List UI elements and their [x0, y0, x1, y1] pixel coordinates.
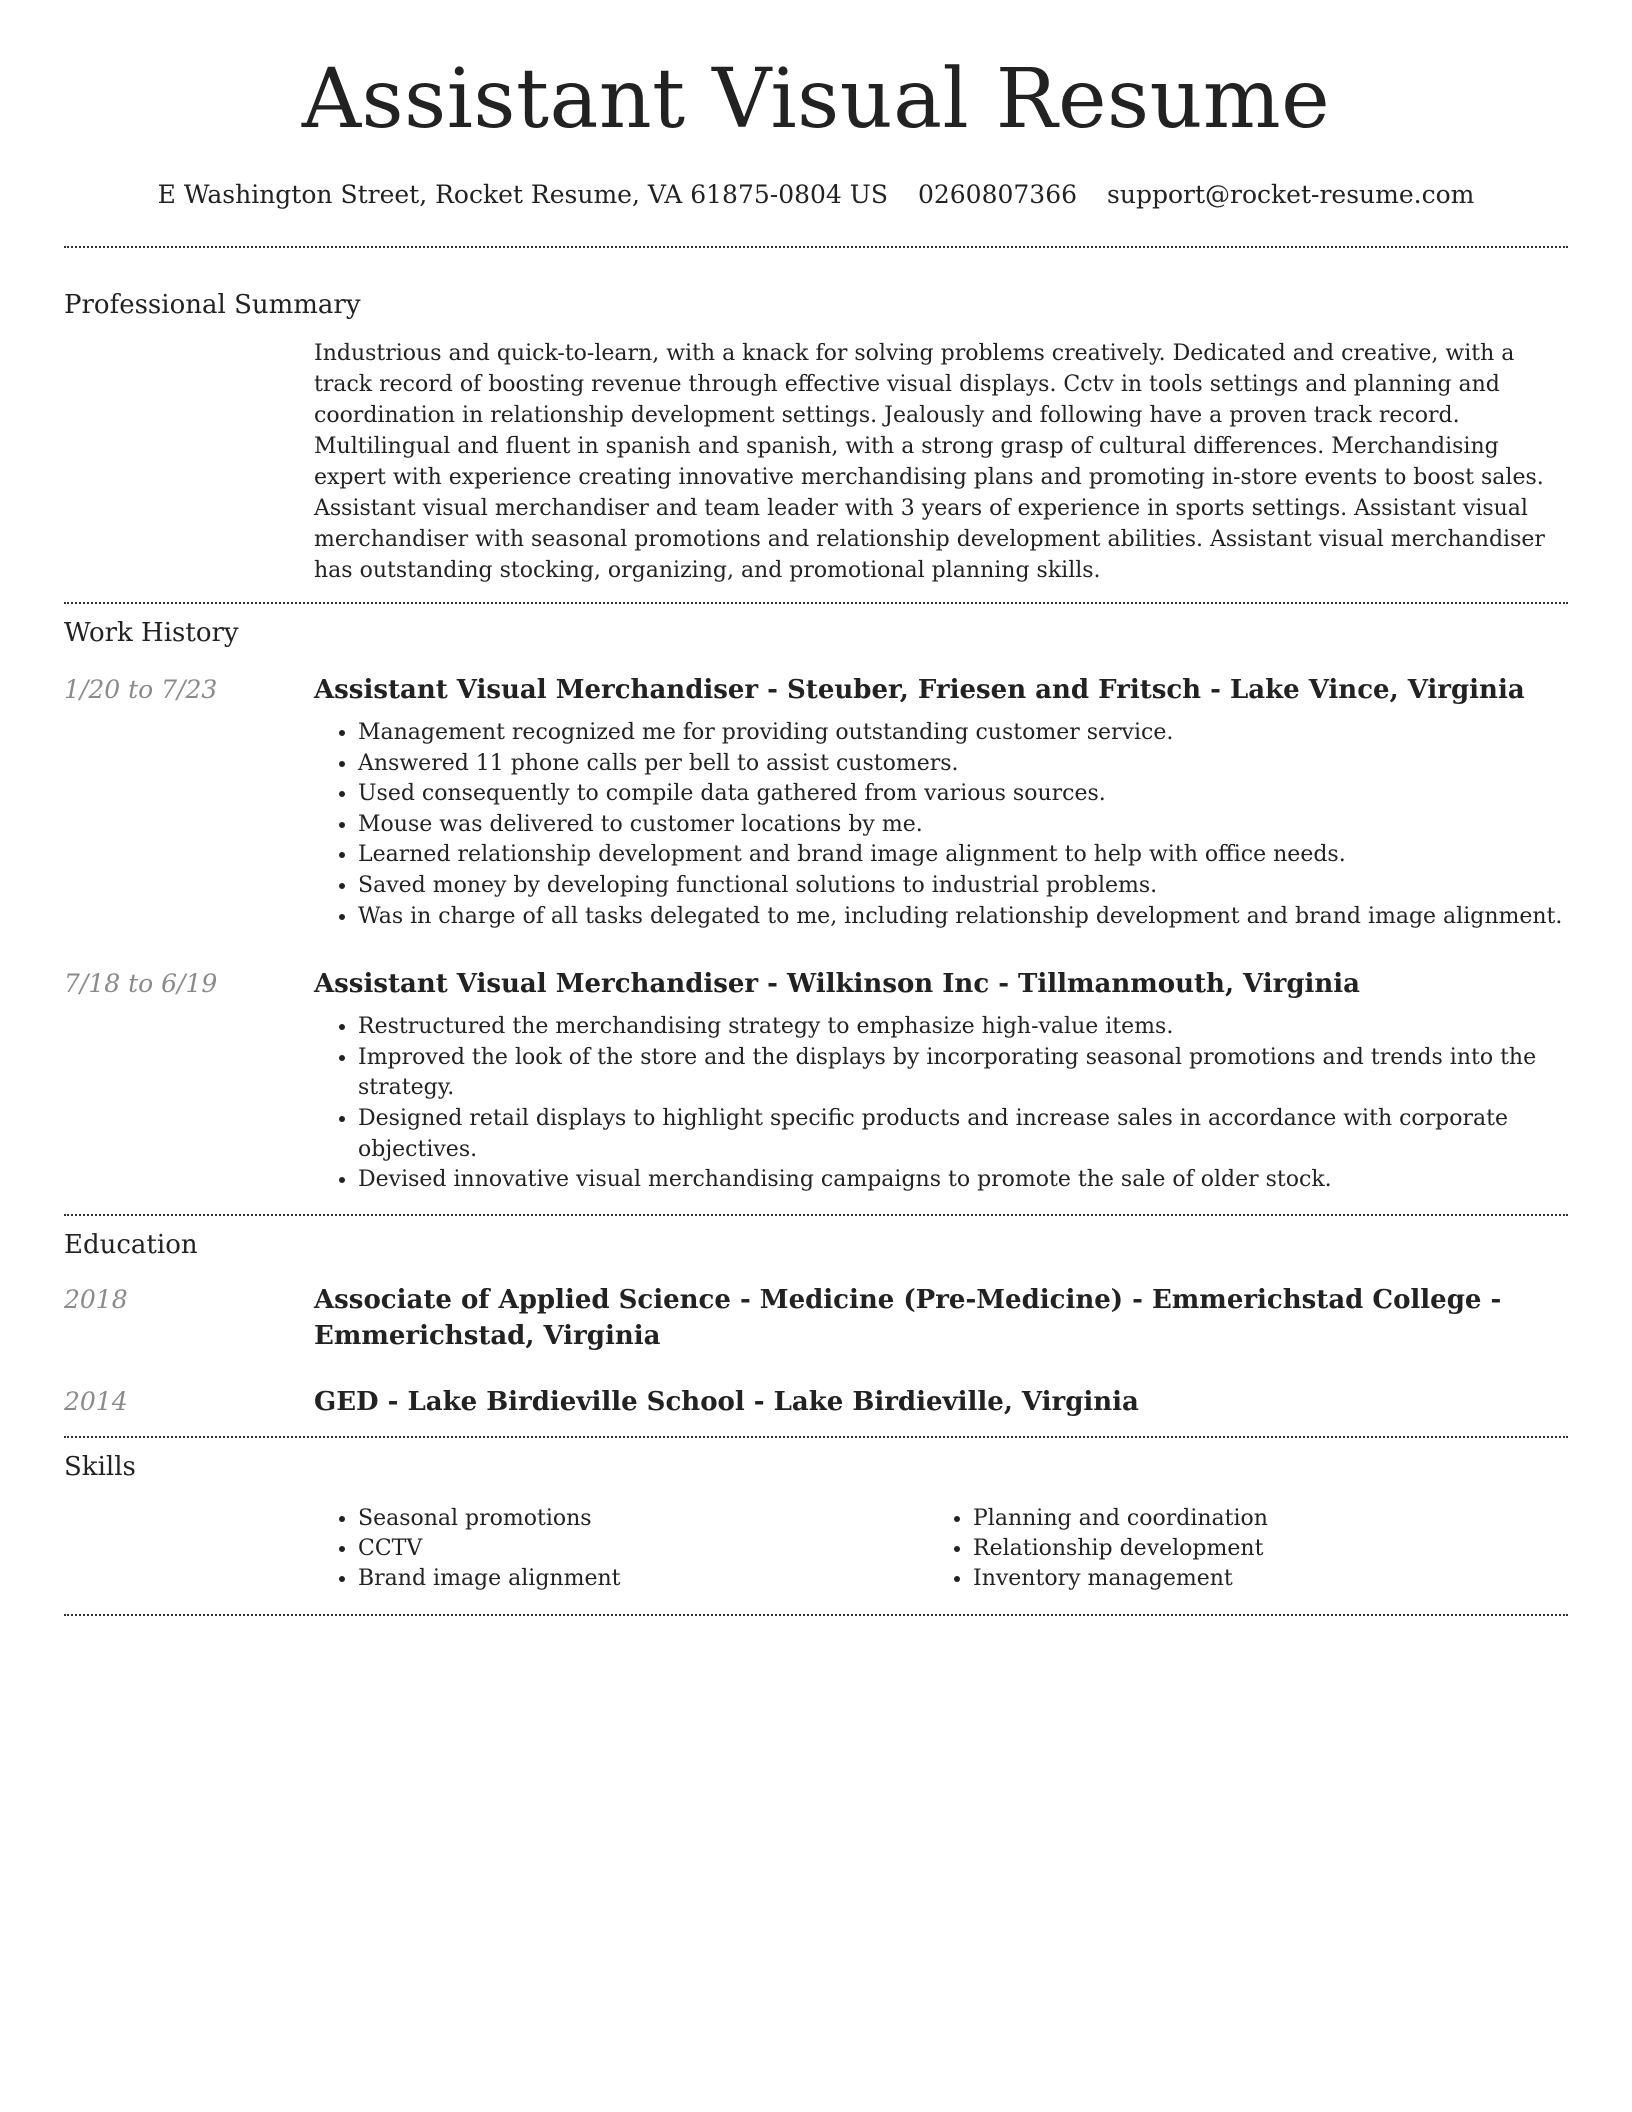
job-bullet: • Saved money by developing functional solutions to industrial problems. — [358, 871, 1568, 902]
contact-email: support@rocket-resume.com — [1107, 180, 1475, 209]
skills-list-right — [929, 1504, 1544, 1594]
contact-address: E Washington Street, Rocket Resume, VA 61875-0804 US — [157, 180, 888, 209]
job-entry — [64, 966, 1568, 1214]
section-title-education: Education — [64, 1229, 198, 1260]
skill-item: • Inventory management — [973, 1564, 1544, 1594]
skill-item: • Planning and coordination — [973, 1504, 1544, 1534]
contact-phone: 0260807366 — [917, 180, 1078, 209]
job-heading: Assistant Visual Merchandiser - Steuber, Friesen and Fritsch - Lake Vince, Virginia — [314, 675, 1525, 705]
job-bullet: • Mouse was delivered to customer locations by me. — [358, 810, 1568, 841]
job-heading: Assistant Visual Merchandiser - Wilkinson Inc - Tillmanmouth, Virginia — [314, 969, 1361, 1000]
resume-name: Assistant Visual Resume — [301, 52, 1331, 147]
summary-body — [314, 338, 1568, 586]
skills-row — [64, 1504, 1568, 1614]
professional-summary-section — [64, 248, 1568, 602]
education-body — [314, 1282, 1568, 1354]
section-divider — [64, 1614, 1568, 1616]
education-year: 2014 — [64, 1386, 128, 1416]
work-history-section — [64, 604, 1568, 1214]
skill-item: • Brand image alignment — [358, 1564, 929, 1594]
job-body — [314, 672, 1568, 932]
job-body — [314, 966, 1568, 1196]
job-dates: 1/20 to 7/23 — [64, 675, 218, 704]
section-title-work: Work History — [64, 618, 239, 648]
education-entry — [64, 1384, 1568, 1436]
skill-item: • CCTV — [358, 1534, 929, 1564]
summary-row — [64, 338, 1568, 602]
job-bullet: • Was in charge of all tasks delegated to me, including relationship development and brand image alignment. — [358, 902, 1568, 933]
section-title-skills: Skills — [64, 1451, 136, 1482]
job-bullet: • Restructured the merchandising strategy to emphasize high-value items. — [358, 1012, 1568, 1043]
education-body — [314, 1384, 1568, 1420]
job-bullet: • Learned relationship development and brand image alignment to help with office needs. — [358, 840, 1568, 871]
skills-list-left — [314, 1504, 929, 1594]
education-heading: Associate of Applied Science - Medicine (Pre-Medicine) - Emmerichstad College - Emmerichstad, Virginia — [314, 1284, 1502, 1351]
skill-item: • Seasonal promotions — [358, 1504, 929, 1534]
education-section — [64, 1216, 1568, 1436]
job-bullet: • Improved the look of the store and the displays by incorporating seasonal promotions and trends into the strategy. — [358, 1043, 1568, 1104]
resume-header — [64, 0, 1568, 212]
skills-section — [64, 1438, 1568, 1614]
job-bullet: • Answered 11 phone calls per bell to assist customers. — [358, 749, 1568, 780]
section-title-summary: Professional Summary — [64, 290, 361, 320]
education-heading: GED - Lake Birdieville School - Lake Birdieville, Virginia — [314, 1386, 1139, 1417]
summary-text: Industrious and quick-to-learn, with a knack for solving problems creatively. Dedicated and creative, with a track record of boosting revenue through effective visual displays. Cctv in tools settings and planning and coordination in relationship development settings. Jealously and following have a proven track record. Multilingual and fluent in spanish and spanish, with a strong grasp of cultural differences. Merchandising expert with experience creating innovative merchandising plans and promoting in-store events to boost sales. Assistant visual merchandiser and team leader with 3 years of experience in sports settings. Assistant visual merchandiser with seasonal promotions and relationship development abilities. Assistant visual merchandiser has outstanding stocking, organizing, and promotional planning skills. — [314, 341, 1545, 583]
education-entry — [64, 1282, 1568, 1354]
education-year: 2018 — [64, 1284, 128, 1314]
job-dates: 7/18 to 6/19 — [64, 969, 218, 999]
contact-line — [64, 178, 1568, 212]
job-bullet: • Designed retail displays to highlight specific products and increase sales in accordance with corporate objectives. — [358, 1104, 1568, 1165]
job-bullets — [314, 718, 1568, 932]
job-bullet: • Management recognized me for providing outstanding customer service. — [358, 718, 1568, 749]
job-bullet: • Used consequently to compile data gathered from various sources. — [358, 779, 1568, 810]
skills-grid — [314, 1504, 1568, 1594]
job-bullets — [314, 1012, 1568, 1196]
skill-item: • Relationship development — [973, 1534, 1544, 1564]
job-bullet: • Devised innovative visual merchandising campaigns to promote the sale of older stock. — [358, 1165, 1568, 1196]
job-entry — [64, 672, 1568, 932]
